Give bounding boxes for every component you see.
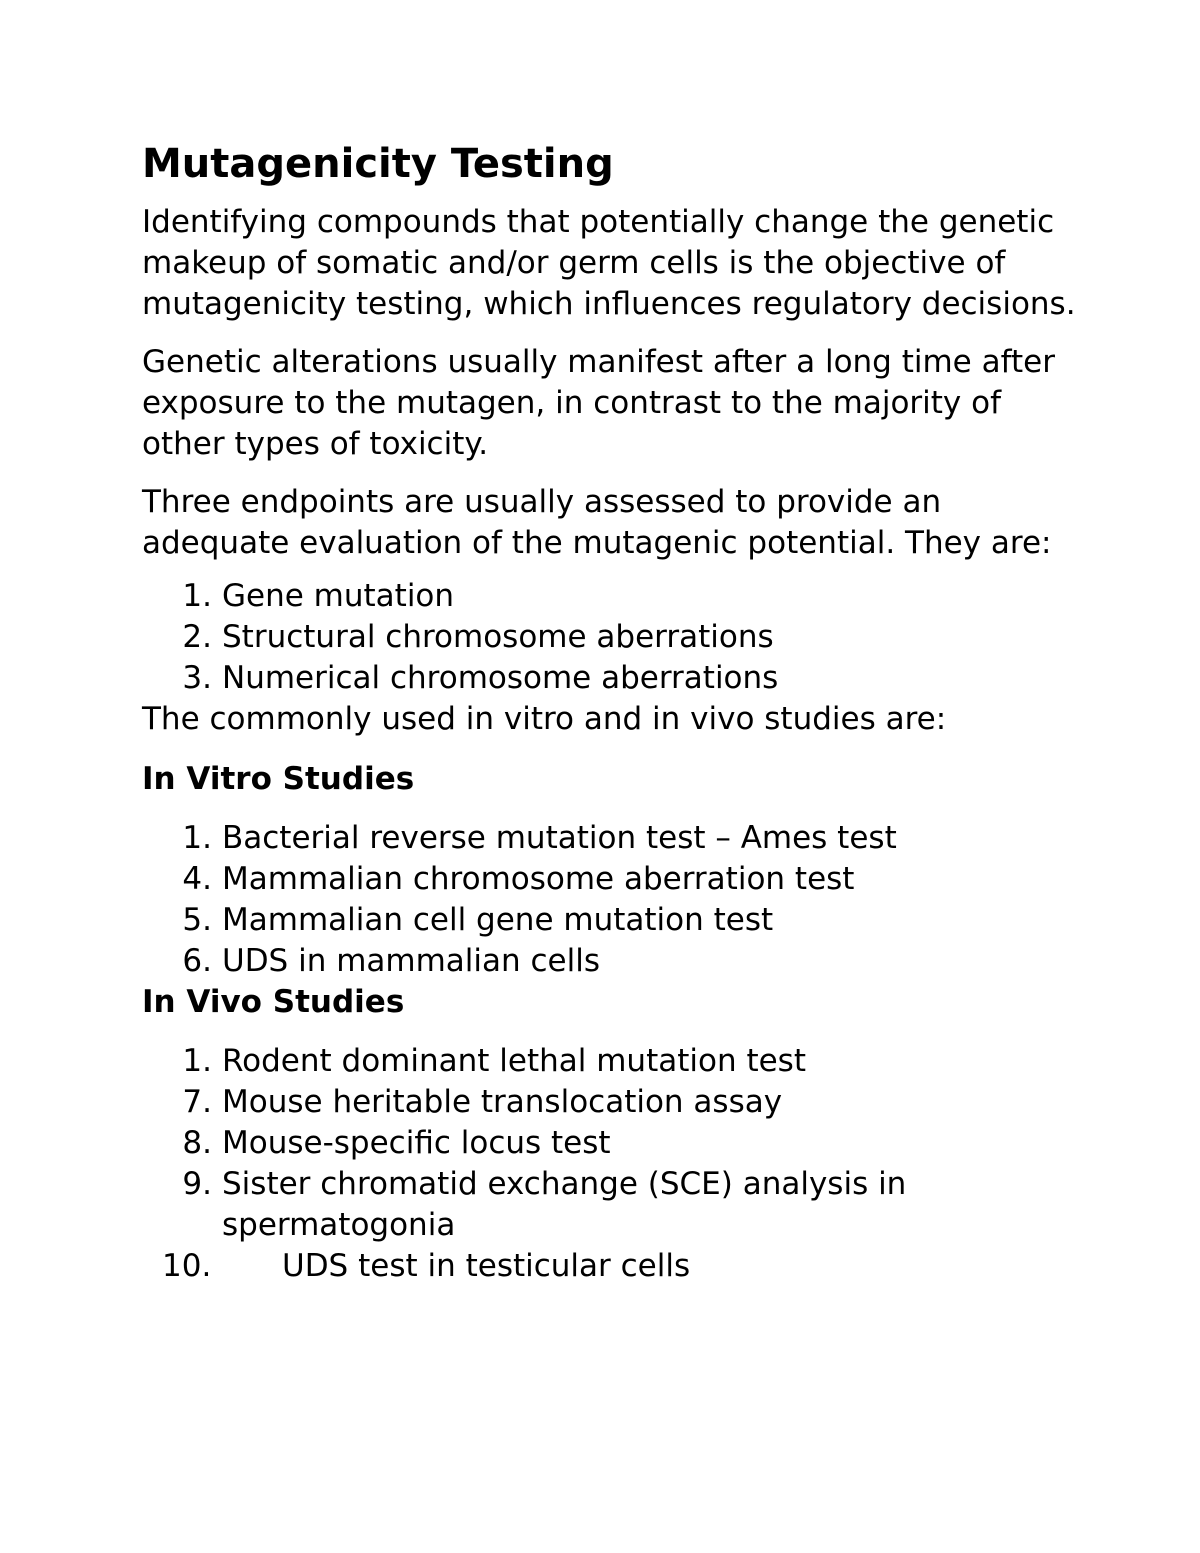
list-item-number: 9. [182,1166,212,1202]
list-item [142,941,1082,982]
list-item-number: 4. [182,861,212,897]
list-item [142,576,1082,617]
list-item [142,1164,1082,1246]
list-item-text: Rodent dominant lethal mutation test [222,1043,806,1079]
list-item-text: Structural chromosome aberrations [222,619,774,655]
list-item-text: Mouse-specific locus test [222,1125,611,1161]
list-item [142,1082,1082,1123]
list-item-text: Numerical chromosome aberrations [222,660,779,696]
list-item-text: Mammalian cell gene mutation test [222,902,774,938]
list-item-text: Sister chromatid exchange (SCE) analysis in spermatogonia [222,1166,907,1243]
list-item-number: 8. [182,1125,212,1161]
list-item-number: 1. [182,820,212,856]
list-item-number: 5. [182,902,212,938]
list-item-number: 2. [182,619,212,655]
list-item [142,859,1082,900]
list-item [142,1246,1082,1287]
paragraph-objective: Identifying compounds that potentially change the genetic makeup of somatic and/or germ cells is the objective of mutagenicity testing, which influences regulatory decisions. [142,204,1076,322]
list-item-number: 1. [182,1043,212,1079]
list-item [142,1123,1082,1164]
list-item-text: Gene mutation [222,578,455,614]
list-item-text: UDS test in testicular cells [282,1248,691,1284]
paragraph-alterations: Genetic alterations usually manifest after a long time after exposure to the mutagen, in contrast to the majority of other types of toxicity. [142,344,1055,462]
list-item-number: 3. [182,660,212,696]
list-item-text: UDS in mammalian cells [222,943,601,979]
list-item [142,818,1082,859]
list-item [142,617,1082,658]
list-item [142,1041,1082,1082]
heading-in-vivo: In Vivo Studies [142,984,405,1020]
endpoints-list [142,576,1082,699]
list-item-number: 6. [182,943,212,979]
list-item-text: Bacterial reverse mutation test – Ames test [222,820,897,856]
list-item [142,900,1082,941]
document-title: Mutagenicity Testing [142,141,614,187]
list-item-text: Mouse heritable translocation assay [222,1084,783,1120]
list-item-number: 1. [182,578,212,614]
heading-in-vitro: In Vitro Studies [142,761,415,797]
document-page [142,138,1082,1287]
list-item-text: Mammalian chromosome aberration test [222,861,855,897]
list-item-number: 10. [162,1248,212,1284]
paragraph-studies-intro: The commonly used in vitro and in vivo studies are: [142,701,947,737]
paragraph-endpoints-intro: Three endpoints are usually assessed to provide an adequate evaluation of the mutagenic potential. They are: [142,484,1052,561]
list-item-number: 7. [182,1084,212,1120]
in-vitro-list [142,818,1082,982]
list-item [142,658,1082,699]
in-vivo-list [142,1041,1082,1287]
